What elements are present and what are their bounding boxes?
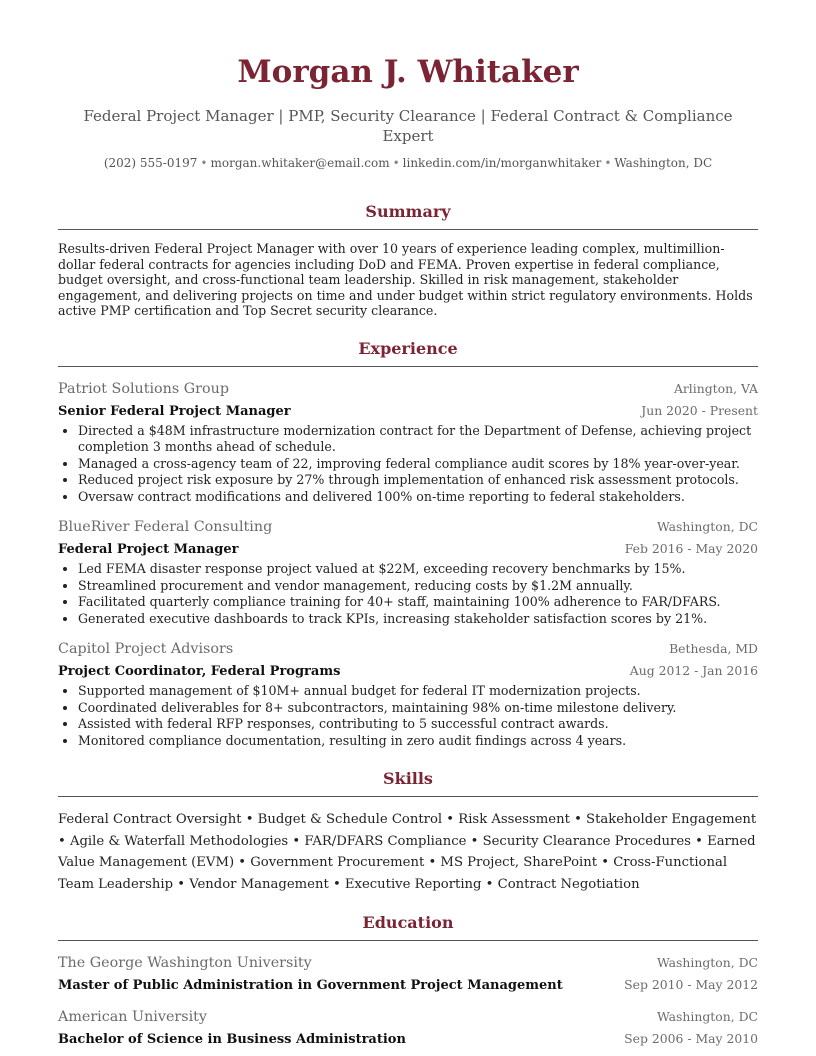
bullet-item: • Assisted with federal RFP responses, contributing to 5 successful contract awards. xyxy=(78,716,758,733)
candidate-name: Morgan J. Whitaker xyxy=(237,54,579,90)
bullet-item: • Supported management of $10M+ annual budget for federal IT modernization projects. xyxy=(78,683,758,700)
job-entry xyxy=(58,379,758,506)
section-divider xyxy=(58,229,758,230)
school: American University xyxy=(58,1009,207,1026)
skills-list: Federal Contract Oversight • Budget & Schedule Control • Risk Assessment • Stakeholder Engagement • Agile & Waterfall Methodologies • FAR/DFARS Compliance • Security Clearance Procedures • Earned Value Management (EVM) • Government Procurement • MS Project, SharePoint • Cross-Functional Team Leadership • Vendor Management • Executive Reporting • Contract Negotiation xyxy=(58,812,757,892)
bullet-item: • Monitored compliance documentation, resulting in zero audit findings across 4 years. xyxy=(78,733,758,750)
headline: Federal Project Manager | PMP, Security Clearance | Federal Contract & Compliance Expert xyxy=(83,107,733,145)
summary-text: Results-driven Federal Project Manager with over 10 years of experience leading complex, multimillion-dollar federal contracts for agencies including DoD and FEMA. Proven expertise in federal compliance, budget oversight, and cross-functional team leadership. Skilled in risk management, stakeholder engagement, and delivering projects on time and under budget within strict regulatory environments. Holds active PMP certification and Top Secret security clearance. xyxy=(58,241,753,319)
job-title: Federal Project Manager xyxy=(58,542,239,558)
job-location: Washington, DC xyxy=(657,519,758,535)
section-title-education: Education xyxy=(362,913,454,933)
bullet-item: • Led FEMA disaster response project valued at $22M, exceeding recovery benchmarks by 15%. xyxy=(78,561,758,578)
job-entry xyxy=(58,639,758,749)
phone: (202) 555-0197 xyxy=(103,156,198,170)
experience-section xyxy=(58,339,758,750)
contact-line xyxy=(58,155,758,171)
employer: Patriot Solutions Group xyxy=(58,380,229,397)
bullet-item: • Managed a cross-agency team of 22, improving federal compliance audit scores by 18% year-over-year. xyxy=(78,456,758,473)
separator: • xyxy=(200,156,208,170)
education-section xyxy=(58,913,758,1049)
job-bullets xyxy=(58,561,758,627)
section-divider xyxy=(58,796,758,797)
job-dates: Feb 2016 - May 2020 xyxy=(624,541,758,557)
school-location: Washington, DC xyxy=(657,1009,758,1025)
bullet-item: • Coordinated deliverables for 8+ subcontractors, maintaining 98% on-time milestone delivery. xyxy=(78,700,758,717)
job-title: Senior Federal Project Manager xyxy=(58,403,291,419)
job-dates: Aug 2012 - Jan 2016 xyxy=(629,663,758,679)
separator: • xyxy=(604,156,612,170)
bullet-item: • Generated executive dashboards to track KPIs, increasing stakeholder satisfaction scores by 21%. xyxy=(78,611,758,628)
education-degree-row xyxy=(58,1027,758,1049)
job-entry xyxy=(58,517,758,627)
job-role-row xyxy=(58,659,758,681)
bullet-item: • Oversaw contract modifications and delivered 100% on-time reporting to federal stakeholders. xyxy=(78,489,758,506)
job-role-row xyxy=(58,399,758,421)
job-location: Arlington, VA xyxy=(673,380,758,396)
job-location: Bethesda, MD xyxy=(669,641,758,657)
skills-section xyxy=(58,769,758,895)
education-dates: Sep 2010 - May 2012 xyxy=(624,977,758,993)
job-title: Project Coordinator, Federal Programs xyxy=(58,664,341,680)
employer: BlueRiver Federal Consulting xyxy=(58,519,273,536)
section-divider xyxy=(58,940,758,941)
section-title-skills: Skills xyxy=(383,769,433,789)
email: morgan.whitaker@email.com xyxy=(210,156,390,170)
job-header xyxy=(58,639,758,659)
education-degree-row xyxy=(58,973,758,995)
bullet-item: • Reduced project risk exposure by 27% through implementation of enhanced risk assessment protocols. xyxy=(78,472,758,489)
job-bullets xyxy=(58,423,758,506)
job-dates: Jun 2020 - Present xyxy=(641,402,758,418)
job-bullets xyxy=(58,683,758,749)
section-title-summary: Summary xyxy=(365,202,451,221)
job-header xyxy=(58,517,758,537)
education-dates: Sep 2006 - May 2010 xyxy=(624,1031,758,1047)
section-divider xyxy=(58,366,758,367)
section-title-experience: Experience xyxy=(358,338,458,358)
separator: • xyxy=(392,156,400,170)
education-entry xyxy=(58,953,758,995)
school: The George Washington University xyxy=(58,955,312,972)
bullet-item: • Directed a $48M infrastructure modernization contract for the Department of Defense, achieving project completion 3 months ahead of schedule. xyxy=(78,423,758,456)
employer: Capitol Project Advisors xyxy=(58,641,234,658)
education-header xyxy=(58,953,758,973)
education-header xyxy=(58,1007,758,1027)
bullet-item: • Streamlined procurement and vendor management, reducing costs by $1.2M annually. xyxy=(78,578,758,595)
education-entry xyxy=(58,1007,758,1049)
bullet-item: • Facilitated quarterly compliance training for 40+ staff, maintaining 100% adherence to FAR/DFARS. xyxy=(78,594,758,611)
summary-section xyxy=(58,202,758,319)
linkedin: linkedin.com/in/morganwhitaker xyxy=(402,156,602,170)
school-location: Washington, DC xyxy=(657,955,758,971)
job-role-row xyxy=(58,537,758,559)
degree: Master of Public Administration in Government Project Management xyxy=(58,978,563,994)
location: Washington, DC xyxy=(614,156,713,170)
job-header xyxy=(58,379,758,399)
degree: Bachelor of Science in Business Administration xyxy=(58,1032,406,1048)
